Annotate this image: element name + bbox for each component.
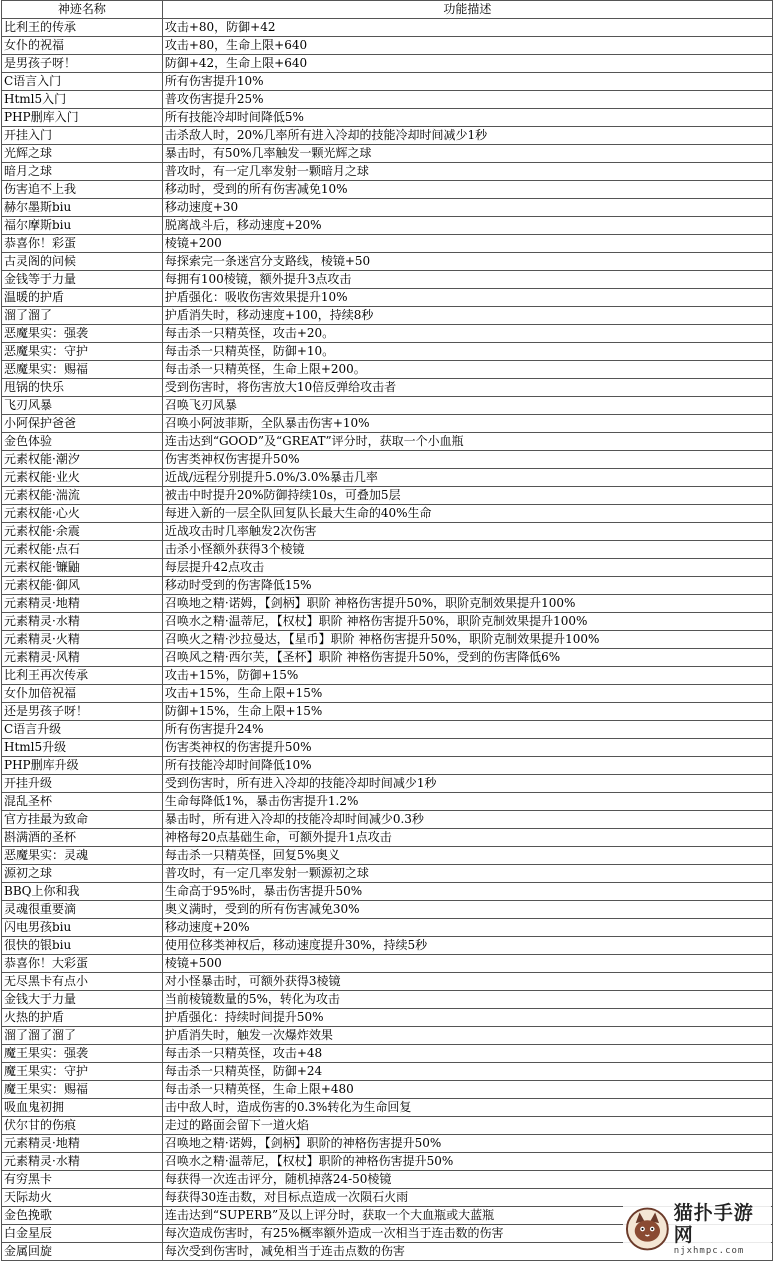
relic-name-cell: 比利王再次传承	[2, 667, 163, 685]
relic-description-cell: 普攻伤害提升25%	[162, 91, 772, 109]
table-row	[2, 1135, 773, 1153]
table-row	[2, 55, 773, 73]
relic-description-cell: 每击杀一只精英怪，攻击+48	[162, 1045, 772, 1063]
relic-name-cell: 金色体验	[2, 433, 163, 451]
relic-description-cell: 护盾消失时，触发一次爆炸效果	[162, 1027, 772, 1045]
relic-name-cell: 元素精灵·水精	[2, 1153, 163, 1171]
table-row	[2, 1009, 773, 1027]
header-row	[2, 1, 773, 19]
table-row	[2, 541, 773, 559]
relic-name-cell: 天际劫火	[2, 1189, 163, 1207]
relic-name-cell: 元素精灵·地精	[2, 595, 163, 613]
relic-description-cell: 棱镜+200	[162, 235, 772, 253]
table-row	[2, 829, 773, 847]
header-description: 功能描述	[162, 1, 772, 19]
table-row	[2, 433, 773, 451]
table-row	[2, 703, 773, 721]
relic-name-cell: 小阿保护爸爸	[2, 415, 163, 433]
table-row	[2, 991, 773, 1009]
table-row	[2, 361, 773, 379]
relic-description-cell: 移动速度+20%	[162, 919, 772, 937]
relic-name-cell: 元素精灵·地精	[2, 1135, 163, 1153]
table-row	[2, 1171, 773, 1189]
relic-name-cell: 甩锅的快乐	[2, 379, 163, 397]
relic-name-cell: 元素精灵·风精	[2, 649, 163, 667]
relic-name-cell: 元素权能·点石	[2, 541, 163, 559]
relic-description-cell: 连击达到“SUPERB”及以上评分时，获取一个大血瓶或大蓝瓶	[162, 1207, 772, 1225]
relic-description-cell: 移动时受到的伤害降低15%	[162, 577, 772, 595]
table-row	[2, 397, 773, 415]
relic-description-cell: 所有技能冷却时间降低10%	[162, 757, 772, 775]
relic-name-cell: 金钱大于力量	[2, 991, 163, 1009]
table-row	[2, 793, 773, 811]
table-row	[2, 685, 773, 703]
table-row	[2, 73, 773, 91]
relic-table	[1, 0, 773, 1261]
table-row	[2, 91, 773, 109]
relic-description-cell: 所有技能冷却时间降低5%	[162, 109, 772, 127]
table-row	[2, 505, 773, 523]
table-row	[2, 307, 773, 325]
table-row	[2, 1027, 773, 1045]
table-row	[2, 289, 773, 307]
table-row	[2, 469, 773, 487]
relic-name-cell: 元素权能·余震	[2, 523, 163, 541]
relic-description-cell: 近战攻击时几率触发2次伤害	[162, 523, 772, 541]
relic-description-cell: 防御+42，生命上限+640	[162, 55, 772, 73]
table-row	[2, 631, 773, 649]
table-row	[2, 127, 773, 145]
relic-description-cell: 召唤水之精·温蒂尼，【权杖】职阶的神格伤害提升50%	[162, 1153, 772, 1171]
relic-name-cell: 无尽黑卡有点小	[2, 973, 163, 991]
relic-name-cell: 元素精灵·水精	[2, 613, 163, 631]
relic-name-cell: 火热的护盾	[2, 1009, 163, 1027]
relic-description-cell: 奥义满时，受到的所有伤害减免30%	[162, 901, 772, 919]
table-row	[2, 847, 773, 865]
relic-name-cell: 恭喜你！彩蛋	[2, 235, 163, 253]
relic-description-cell: 伤害类神权的伤害提升50%	[162, 739, 772, 757]
relic-description-cell: 每获得30连击数，对目标点造成一次陨石火雨	[162, 1189, 772, 1207]
relic-description-cell: 召唤飞刃风暴	[162, 397, 772, 415]
relic-name-cell: 溜了溜了	[2, 307, 163, 325]
table-row	[2, 937, 773, 955]
table-row	[2, 163, 773, 181]
table-row	[2, 217, 773, 235]
relic-name-cell: 元素权能·湍流	[2, 487, 163, 505]
relic-name-cell: PHP删库入门	[2, 109, 163, 127]
table-row	[2, 559, 773, 577]
relic-name-cell: 白金星辰	[2, 1225, 163, 1243]
relic-description-cell: 所有伤害提升24%	[162, 721, 772, 739]
relic-description-cell: 神格每20点基础生命，可额外提升1点攻击	[162, 829, 772, 847]
table-row	[2, 775, 773, 793]
table-row	[2, 271, 773, 289]
relic-description-cell: 连击达到“GOOD”及“GREAT”评分时，获取一个小血瓶	[162, 433, 772, 451]
relic-description-cell: 伤害类神权伤害提升50%	[162, 451, 772, 469]
watermark-url: njxhmpc.com	[673, 1246, 745, 1256]
relic-description-cell: 每拥有100棱镜，额外提升3点攻击	[162, 271, 772, 289]
relic-description-cell: 生命高于95%时，暴击伤害提升50%	[162, 883, 772, 901]
relic-description-cell: 近战/远程分别提升5.0%/3.0%暴击几率	[162, 469, 772, 487]
relic-description-cell: 护盾消失时，移动速度+100，持续8秒	[162, 307, 772, 325]
relic-description-cell: 普攻时，有一定几率发射一颗暗月之球	[162, 163, 772, 181]
table-row	[2, 1153, 773, 1171]
table-row	[2, 955, 773, 973]
table-row	[2, 739, 773, 757]
relic-name-cell: 温暖的护盾	[2, 289, 163, 307]
relic-name-cell: PHP删库升级	[2, 757, 163, 775]
relic-description-cell: 护盾强化：吸收伤害效果提升10%	[162, 289, 772, 307]
relic-name-cell: 溜了溜了溜了	[2, 1027, 163, 1045]
relic-name-cell: C语言升级	[2, 721, 163, 739]
site-watermark	[623, 1203, 771, 1255]
relic-name-cell: 混乱圣杯	[2, 793, 163, 811]
relic-name-cell: 恶魔果实：守护	[2, 343, 163, 361]
relic-description-cell: 生命每降低1%，暴击伤害提升1.2%	[162, 793, 772, 811]
relic-name-cell: 元素权能·镰鼬	[2, 559, 163, 577]
relic-description-cell: 攻击+80，生命上限+640	[162, 37, 772, 55]
relic-description-cell: 暴击时，有50%几率触发一颗光辉之球	[162, 145, 772, 163]
relic-name-cell: 源初之球	[2, 865, 163, 883]
table-row	[2, 487, 773, 505]
relic-description-cell: 召唤地之精·诺姆，【剑柄】职阶 神格伤害提升50%，职阶克制效果提升100%	[162, 595, 772, 613]
relic-description-cell: 移动时，受到的所有伤害减免10%	[162, 181, 772, 199]
table-row	[2, 343, 773, 361]
relic-name-cell: 元素精灵·火精	[2, 631, 163, 649]
table-row	[2, 19, 773, 37]
relic-name-cell: 闪电男孩biu	[2, 919, 163, 937]
relic-name-cell: 女仆的祝福	[2, 37, 163, 55]
relic-name-cell: 女仆加倍祝福	[2, 685, 163, 703]
relic-description-cell: 防御+15%，生命上限+15%	[162, 703, 772, 721]
table-row	[2, 973, 773, 991]
relic-description-cell: 棱镜+500	[162, 955, 772, 973]
relic-description-cell: 护盾强化：持续时间提升50%	[162, 1009, 772, 1027]
relic-name-cell: 元素权能·业火	[2, 469, 163, 487]
table-row	[2, 145, 773, 163]
table-row	[2, 919, 773, 937]
relic-name-cell: 魔王果实：守护	[2, 1063, 163, 1081]
relic-name-cell: Html5入门	[2, 91, 163, 109]
relic-name-cell: 恶魔果实：灵魂	[2, 847, 163, 865]
relic-name-cell: BBQ上你和我	[2, 883, 163, 901]
table-row	[2, 253, 773, 271]
relic-name-cell: 福尔摩斯biu	[2, 217, 163, 235]
relic-name-cell: 官方挂最为致命	[2, 811, 163, 829]
relic-name-cell: 灵魂很重要滴	[2, 901, 163, 919]
relic-name-cell: 暗月之球	[2, 163, 163, 181]
relic-name-cell: 古灵阁的问候	[2, 253, 163, 271]
relic-description-cell: 每击杀一只精英怪，防御+10。	[162, 343, 772, 361]
table-row	[2, 667, 773, 685]
relic-description-cell: 每击杀一只精英怪，生命上限+480	[162, 1081, 772, 1099]
relic-description-cell: 受到伤害时，将伤害放大10倍反弹给攻击者	[162, 379, 772, 397]
table-row	[2, 901, 773, 919]
relic-name-cell: 斟满酒的圣杯	[2, 829, 163, 847]
relic-description-cell: 召唤风之精·西尔芙，【圣杯】职阶 神格伤害提升50%，受到的伤害降低6%	[162, 649, 772, 667]
relic-name-cell: 吸血鬼初拥	[2, 1099, 163, 1117]
table-row	[2, 235, 773, 253]
relic-name-cell: 比利王的传承	[2, 19, 163, 37]
relic-description-cell: 召唤小阿波菲斯，全队暴击伤害+10%	[162, 415, 772, 433]
relic-description-cell: 每击杀一只精英怪，回复5%奥义	[162, 847, 772, 865]
table-row	[2, 1117, 773, 1135]
relic-description-cell: 每次受到伤害时，减免相当于连击点数的伤害	[162, 1243, 772, 1261]
table-row	[2, 325, 773, 343]
cat-logo-icon	[625, 1206, 670, 1252]
relic-description-cell: 召唤地之精·诺姆，【剑柄】职阶的神格伤害提升50%	[162, 1135, 772, 1153]
table-row	[2, 379, 773, 397]
header-name: 神迹名称	[2, 1, 163, 19]
table-row	[2, 199, 773, 217]
relic-description-cell: 攻击+15%，防御+15%	[162, 667, 772, 685]
relic-description-cell: 每次造成伤害时，有25%概率额外造成一次相当于连击数的伤害	[162, 1225, 772, 1243]
relic-description-cell: 受到伤害时，所有进入冷却的技能冷却时间减少1秒	[162, 775, 772, 793]
relic-table-body	[2, 19, 773, 1261]
relic-description-cell: 攻击+15%，生命上限+15%	[162, 685, 772, 703]
relic-name-cell: C语言入门	[2, 73, 163, 91]
relic-name-cell: 还是男孩子呀！	[2, 703, 163, 721]
table-row	[2, 883, 773, 901]
relic-name-cell: 元素权能·心火	[2, 505, 163, 523]
table-row	[2, 1081, 773, 1099]
relic-name-cell: 伤害追不上我	[2, 181, 163, 199]
relic-name-cell: 金色挽歌	[2, 1207, 163, 1225]
table-row	[2, 865, 773, 883]
table-row	[2, 811, 773, 829]
table-row	[2, 613, 773, 631]
relic-name-cell: 金属回旋	[2, 1243, 163, 1261]
relic-description-cell: 每击杀一只精英怪，攻击+20。	[162, 325, 772, 343]
relic-description-cell: 使用位移类神权后，移动速度提升30%，持续5秒	[162, 937, 772, 955]
table-row	[2, 721, 773, 739]
relic-name-cell: 是男孩子呀！	[2, 55, 163, 73]
table-row	[2, 37, 773, 55]
relic-description-cell: 被击中时提升20%防御持续10s，可叠加5层	[162, 487, 772, 505]
relic-name-cell: 魔王果实：强袭	[2, 1045, 163, 1063]
relic-name-cell: 赫尔墨斯biu	[2, 199, 163, 217]
relic-description-cell: 每进入新的一层全队回复队长最大生命的40%生命	[162, 505, 772, 523]
relic-name-cell: Html5升级	[2, 739, 163, 757]
relic-description-cell: 普攻时，有一定几率发射一颗源初之球	[162, 865, 772, 883]
relic-description-cell: 每击杀一只精英怪，防御+24	[162, 1063, 772, 1081]
relic-name-cell: 恭喜你！大彩蛋	[2, 955, 163, 973]
relic-description-cell: 每层提升42点攻击	[162, 559, 772, 577]
table-row	[2, 109, 773, 127]
relic-description-cell: 召唤水之精·温蒂尼，【权杖】职阶 神格伤害提升50%，职阶克制效果提升100%	[162, 613, 772, 631]
relic-description-cell: 当前棱镜数量的5%，转化为攻击	[162, 991, 772, 1009]
relic-name-cell: 元素权能·御风	[2, 577, 163, 595]
relic-description-cell: 击杀小怪额外获得3个棱镜	[162, 541, 772, 559]
table-row	[2, 523, 773, 541]
relic-description-cell: 脱离战斗后，移动速度+20%	[162, 217, 772, 235]
relic-description-cell: 每击杀一只精英怪，生命上限+200。	[162, 361, 772, 379]
relic-description-cell: 每探索完一条迷宫分支路线，棱镜+50	[162, 253, 772, 271]
relic-description-cell: 击杀敌人时，20%几率所有进入冷却的技能冷却时间减少1秒	[162, 127, 772, 145]
relic-description-cell: 对小怪暴击时，可额外获得3棱镜	[162, 973, 772, 991]
relic-description-cell: 走过的路面会留下一道火焰	[162, 1117, 772, 1135]
relic-description-cell: 每获得一次连击评分，随机掉落24-50棱镜	[162, 1171, 772, 1189]
table-row	[2, 1063, 773, 1081]
table-row	[2, 451, 773, 469]
relic-description-cell: 击中敌人时，造成伤害的0.3%转化为生命回复	[162, 1099, 772, 1117]
table-row	[2, 595, 773, 613]
relic-description-cell: 移动速度+30	[162, 199, 772, 217]
relic-description-cell: 暴击时，所有进入冷却的技能冷却时间减少0.3秒	[162, 811, 772, 829]
relic-name-cell: 很快的银biu	[2, 937, 163, 955]
relic-name-cell: 金钱等于力量	[2, 271, 163, 289]
watermark-title: 猫扑手游网	[673, 1202, 754, 1246]
relic-name-cell: 开挂升级	[2, 775, 163, 793]
relic-description-cell: 攻击+80，防御+42	[162, 19, 772, 37]
relic-name-cell: 伏尔甘的伤痕	[2, 1117, 163, 1135]
relic-name-cell: 开挂入门	[2, 127, 163, 145]
relic-name-cell: 魔王果实：赐福	[2, 1081, 163, 1099]
relic-description-cell: 所有伤害提升10%	[162, 73, 772, 91]
relic-name-cell: 有穷黑卡	[2, 1171, 163, 1189]
relic-name-cell: 恶魔果实：赐福	[2, 361, 163, 379]
table-row	[2, 577, 773, 595]
table-row	[2, 649, 773, 667]
relic-description-cell: 召唤火之精·沙拉曼达，【星币】职阶 神格伤害提升50%，职阶克制效果提升100%	[162, 631, 772, 649]
table-row	[2, 1099, 773, 1117]
table-row	[2, 181, 773, 199]
relic-name-cell: 恶魔果实：强袭	[2, 325, 163, 343]
relic-name-cell: 光辉之球	[2, 145, 163, 163]
relic-name-cell: 飞刃风暴	[2, 397, 163, 415]
table-row	[2, 415, 773, 433]
relic-name-cell: 元素权能·潮汐	[2, 451, 163, 469]
table-row	[2, 1045, 773, 1063]
table-row	[2, 757, 773, 775]
